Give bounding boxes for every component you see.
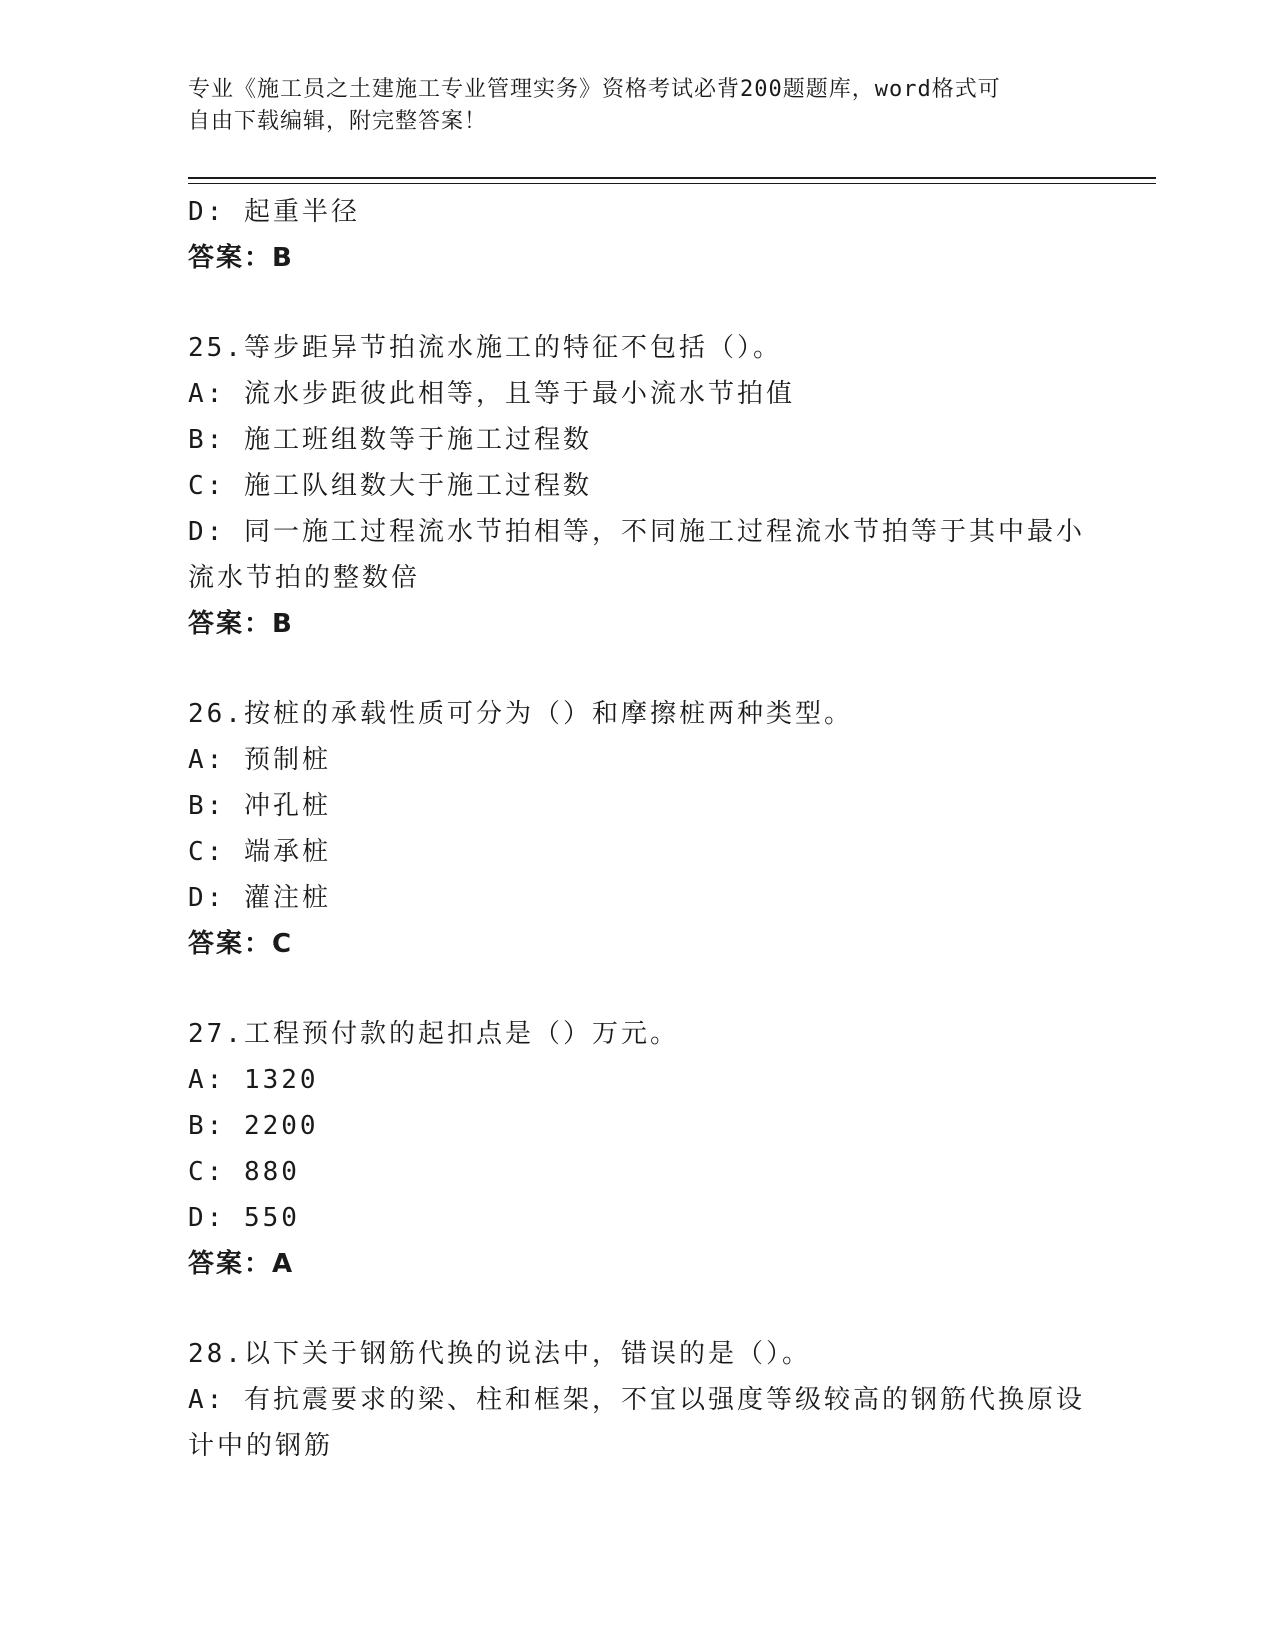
option-a-continued: 计中的钢筋 xyxy=(188,1431,334,1461)
question-stem: 25.等步距异节拍流水施工的特征不包括（）。 xyxy=(188,333,782,363)
question-block-24 xyxy=(188,189,1088,281)
header-divider-thick xyxy=(188,177,1156,179)
option-d: D: 起重半径 xyxy=(188,197,360,227)
option-b: B: 施工班组数等于施工过程数 xyxy=(188,425,592,455)
answer-line: 答案：A xyxy=(188,1249,295,1279)
option-d: D: 550 xyxy=(188,1203,300,1233)
spacer xyxy=(188,1287,1088,1331)
option-c: C: 端承桩 xyxy=(188,837,331,867)
question-stem: 27.工程预付款的起扣点是（）万元。 xyxy=(188,1019,679,1049)
option-d-continued: 流水节拍的整数倍 xyxy=(188,563,421,593)
question-block-28 xyxy=(188,1331,1088,1469)
option-c: C: 880 xyxy=(188,1157,300,1187)
header-divider-thin xyxy=(188,183,1156,184)
spacer xyxy=(188,647,1088,691)
answer-line: 答案：B xyxy=(188,609,294,639)
spacer xyxy=(188,281,1088,325)
answer-line: 答案：B xyxy=(188,243,294,273)
question-block-25 xyxy=(188,325,1088,647)
option-a: A: 1320 xyxy=(188,1065,319,1095)
option-a: A: 流水步距彼此相等，且等于最小流水节拍值 xyxy=(188,379,795,409)
spacer xyxy=(188,967,1088,1011)
header-line-2: 自由下载编辑，附完整答案！ xyxy=(188,109,488,134)
answer-line: 答案：C xyxy=(188,929,294,959)
question-stem: 28.以下关于钢筋代换的说法中，错误的是（）。 xyxy=(188,1339,811,1369)
question-stem: 26.按桩的承载性质可分为（）和摩擦桩两种类型。 xyxy=(188,699,853,729)
question-block-26 xyxy=(188,691,1088,967)
option-a: A: 预制桩 xyxy=(188,745,331,775)
question-block-27 xyxy=(188,1011,1088,1287)
option-c: C: 施工队组数大于施工过程数 xyxy=(188,471,592,501)
option-d: D: 同一施工过程流水节拍相等，不同施工过程流水节拍等于其中最小 xyxy=(188,517,1085,547)
header-line-1: 专业《施工员之土建施工专业管理实务》资格考试必背200题题库，word格式可 xyxy=(188,77,1001,102)
option-b: B: 2200 xyxy=(188,1111,319,1141)
question-list xyxy=(188,189,1088,1469)
option-b: B: 冲孔桩 xyxy=(188,791,331,821)
option-a: A: 有抗震要求的梁、柱和框架，不宜以强度等级较高的钢筋代换原设 xyxy=(188,1385,1085,1415)
document-header xyxy=(188,74,1088,138)
option-d: D: 灌注桩 xyxy=(188,883,331,913)
